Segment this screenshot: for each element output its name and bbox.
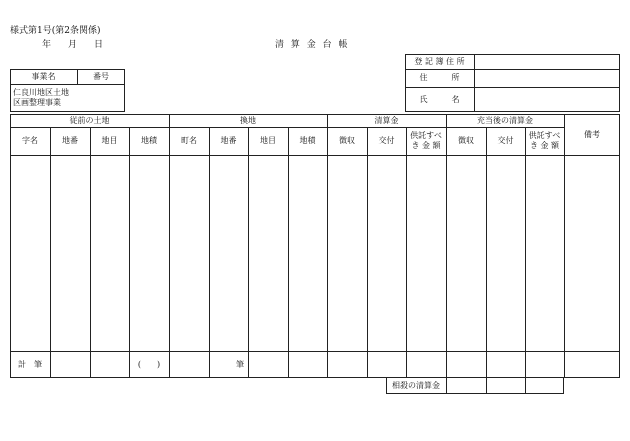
offset-settlement-label: 相殺の清算金	[392, 380, 440, 390]
group-before-land: 従前の土地	[69, 115, 110, 125]
col-collection: 徴収	[339, 136, 355, 145]
group-after-settlement: 充当後の清算金	[477, 115, 533, 125]
col-town: 町名	[181, 136, 197, 145]
col-replot-category: 地目	[260, 136, 276, 145]
project-name-line2: 区画整理事業	[13, 98, 61, 108]
group-settlement: 清算金	[374, 115, 399, 125]
registry-address-label: 登 記 簿 住 所	[414, 56, 465, 66]
total-area-paren: ( )	[137, 359, 161, 369]
col-area: 地積	[141, 136, 157, 145]
date-month: 月	[68, 40, 78, 50]
page-title: 清 算 金 台 帳	[275, 40, 350, 50]
col-payment: 交付	[378, 136, 395, 145]
date-day: 日	[94, 40, 104, 50]
col-azana: 字名	[22, 136, 38, 145]
ledger-body[interactable]	[11, 156, 563, 350]
col-replot-lot-number: 地番	[220, 136, 237, 145]
col-land-category: 地目	[101, 136, 118, 145]
current-address-value[interactable]	[476, 71, 618, 86]
project-name-value	[13, 88, 69, 109]
current-address-label: 住 所	[419, 73, 460, 82]
col-replot-area: 地積	[299, 136, 316, 145]
remarks-header: 備考	[584, 129, 600, 139]
name-value[interactable]	[476, 89, 618, 111]
col-after-collection: 徴収	[458, 136, 474, 145]
registry-address-value[interactable]	[476, 56, 618, 68]
form-number: 様式第1号(第2条関係)	[10, 26, 101, 36]
name-label: 氏 名	[419, 94, 460, 104]
project-name-header: 事業名	[31, 71, 56, 81]
col-lot-number: 地番	[62, 136, 78, 145]
col-after-payment: 交付	[497, 136, 514, 145]
project-number-header: 番号	[93, 71, 109, 81]
total-fude: 筆	[236, 359, 244, 369]
col-after-deposit-amount: 供託すべき 金 額	[528, 131, 561, 150]
date-year: 年	[42, 40, 52, 50]
project-name-line1: 仁良川地区土地	[13, 88, 69, 97]
col-deposit-amount: 供託すべき 金 額	[410, 131, 442, 150]
total-label: 計 筆	[18, 359, 42, 369]
group-replotted-land: 換地	[240, 115, 256, 125]
